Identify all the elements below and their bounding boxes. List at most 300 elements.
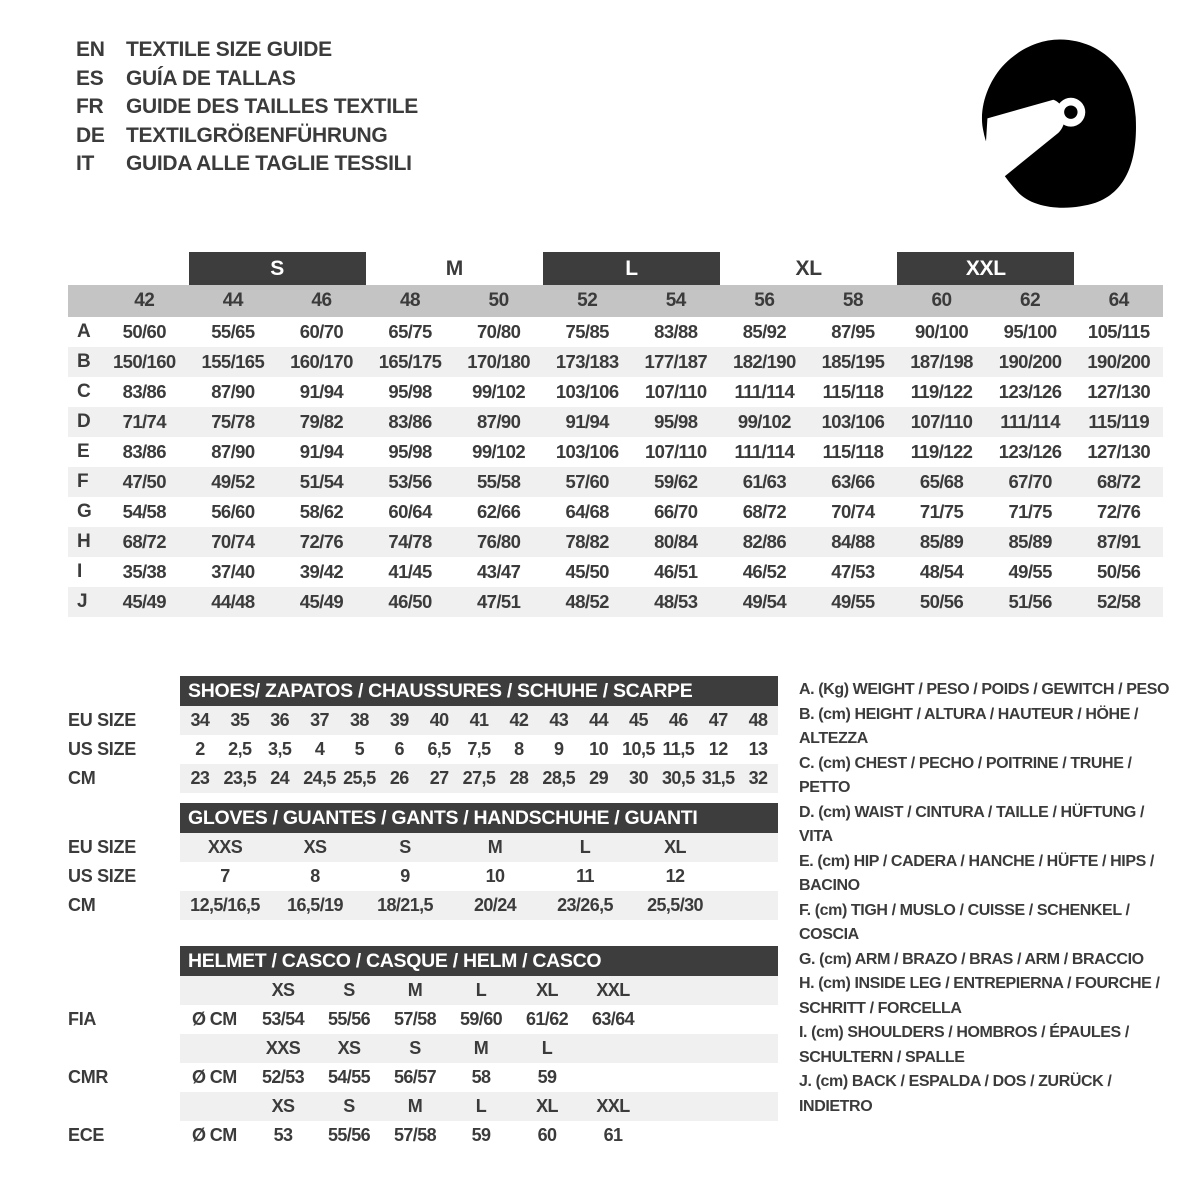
- gloves-value-cell: 7: [220, 866, 230, 886]
- size-value-cell: 119/122: [910, 441, 973, 462]
- measurement-legend: [799, 678, 1181, 1119]
- gloves-value-cell: 12,5/16,5: [190, 895, 260, 915]
- shoes-value-cell: 28: [509, 768, 529, 788]
- shoes-value-cell: 37: [310, 710, 329, 730]
- size-value-cell: 115/119: [1088, 411, 1150, 432]
- helmet-unit-label: Ø CM: [192, 1067, 237, 1087]
- size-value-cell: 85/89: [919, 531, 964, 552]
- size-value-cell: 43/47: [476, 561, 521, 582]
- helmet-size-table: [68, 946, 780, 1150]
- size-value-cell: 79/82: [299, 411, 344, 432]
- size-number-row: [68, 285, 1163, 317]
- helmet-size-cell: XXL: [596, 1096, 630, 1116]
- size-value-cell: 55/58: [476, 471, 521, 492]
- gloves-row-cm: [68, 891, 780, 920]
- size-value-cell: 48/53: [654, 591, 698, 612]
- size-value-cell: 103/106: [555, 381, 619, 402]
- size-value-cell: 111/114: [734, 381, 795, 402]
- gloves-value-cell: M: [487, 837, 503, 857]
- size-value-cell: 95/98: [654, 411, 698, 432]
- size-value-cell: 187/198: [910, 351, 973, 372]
- shoes-row-label: EU SIZE: [68, 710, 136, 730]
- shoes-value-cell: 31,5: [701, 768, 735, 788]
- shoes-value-cell: 42: [509, 710, 529, 730]
- shoes-value-cell: 24,5: [303, 768, 336, 788]
- size-value-cell: 83/88: [654, 321, 698, 342]
- size-value-cell: 82/86: [742, 531, 787, 552]
- size-group-header-row: [68, 252, 1163, 285]
- shoes-value-cell: 47: [708, 710, 728, 730]
- gloves-row-eu-size: [68, 833, 780, 862]
- size-value-cell: 95/100: [1003, 321, 1057, 342]
- helmet-unit-placeholder: [180, 1092, 250, 1121]
- gloves-value-cell: 16,5/19: [287, 895, 343, 915]
- shoes-value-cell: 6,5: [427, 739, 451, 759]
- size-value-cell: 47/53: [831, 561, 875, 582]
- gloves-row-label: US SIZE: [68, 866, 136, 886]
- size-value-cell: 68/72: [1097, 471, 1141, 492]
- guide-title-de: TEXTILGRÖßENFÜHRUNG: [126, 123, 388, 147]
- size-value-cell: 55/65: [211, 321, 255, 342]
- size-value-cell: 111/114: [734, 441, 795, 462]
- shoes-value-cell: 26: [389, 768, 409, 788]
- helmet-values-cmr: [180, 1063, 778, 1092]
- language-row-es: [76, 65, 418, 94]
- size-value-cell: 95/98: [388, 441, 432, 462]
- size-value-cell: 83/86: [122, 441, 166, 462]
- measurement-row-d: [68, 407, 1163, 437]
- size-value-cell: 57/60: [565, 471, 609, 492]
- shoes-value-cell: 12: [708, 739, 728, 759]
- helmet-standard-label: CMR: [68, 1067, 109, 1087]
- helmet-size-cell: XL: [536, 980, 558, 1000]
- legend-item-c: C. (cm) CHEST / PECHO / POITRINE / TRUHE / PETTO: [799, 754, 1132, 796]
- size-value-cell: 75/78: [211, 411, 255, 432]
- shoes-value-cell: 44: [589, 710, 608, 730]
- helmet-sizes-cmr: [180, 1034, 778, 1063]
- shoes-size-table: [68, 676, 780, 793]
- helmet-value-cell: 54/55: [327, 1067, 371, 1087]
- helmet-size-cell: XS: [271, 980, 295, 1000]
- size-value-cell: 72/76: [1097, 501, 1141, 522]
- size-value-cell: 61/63: [742, 471, 787, 492]
- helmet-values-row-fia: [68, 1005, 780, 1034]
- shoes-row-label: CM: [68, 768, 96, 788]
- size-value-cell: 76/80: [476, 531, 521, 552]
- helmet-size-cell: XS: [337, 1038, 361, 1058]
- row-label: I: [77, 561, 83, 582]
- size-value-cell: 80/84: [654, 531, 698, 552]
- size-value-cell: 74/78: [388, 531, 432, 552]
- gloves-value-cell: XL: [664, 837, 686, 857]
- size-value-cell: 41/45: [388, 561, 432, 582]
- helmet-value-cell: 63/64: [591, 1009, 635, 1029]
- size-value-cell: 107/110: [910, 411, 973, 432]
- shoes-value-cell: 28,5: [542, 768, 576, 788]
- size-value-cell: 103/106: [821, 411, 885, 432]
- gloves-value-cell: 12: [665, 866, 685, 886]
- size-value-cell: 185/195: [821, 351, 885, 372]
- guide-title-fr: GUIDE DES TAILLES TEXTILE: [126, 95, 418, 118]
- legend-item-j: J. (cm) BACK / ESPALDA / DOS / ZURÜCK / INDIETRO: [799, 1073, 1112, 1115]
- row-label: J: [77, 591, 88, 612]
- size-value-cell: 75/85: [565, 321, 609, 342]
- measurement-row-i: [68, 557, 1163, 587]
- shoes-value-cell: 29: [589, 768, 608, 788]
- size-value-cell: 58/62: [299, 501, 344, 522]
- row-label: H: [77, 531, 91, 552]
- size-value-cell: 87/90: [476, 411, 521, 432]
- size-value-cell: 95/98: [388, 381, 432, 402]
- size-value-cell: 56/60: [211, 501, 255, 522]
- size-value-cell: 44/48: [211, 591, 255, 612]
- size-value-cell: 68/72: [122, 531, 166, 552]
- size-column-58: 58: [842, 290, 864, 311]
- shoes-value-cell: 27,5: [462, 768, 496, 788]
- legend-item-b: B. (cm) HEIGHT / ALTURA / HAUTEUR / HÖHE / ALTEZZA: [799, 705, 1139, 747]
- size-value-cell: 70/74: [211, 531, 255, 552]
- size-value-cell: 45/50: [565, 561, 609, 582]
- size-value-cell: 48/54: [919, 561, 964, 582]
- legend-item-f: F. (cm) TIGH / MUSLO / CUISSE / SCHENKEL / COSCIA: [799, 901, 1130, 943]
- size-value-cell: 190/200: [1087, 351, 1151, 372]
- size-value-cell: 83/86: [388, 411, 432, 432]
- helmet-size-cell: M: [407, 1096, 423, 1116]
- size-value-cell: 111/114: [1000, 411, 1060, 432]
- language-row-en: [76, 36, 418, 65]
- measurement-row-h: [68, 527, 1163, 557]
- size-value-cell: 105/115: [1087, 321, 1150, 342]
- gloves-value-cell: S: [399, 837, 411, 857]
- language-row-de: [76, 122, 418, 151]
- size-value-cell: 83/86: [122, 381, 166, 402]
- gloves-rows: [68, 833, 780, 920]
- measurement-row-e: [68, 437, 1163, 467]
- shoes-value-cell: 9: [554, 739, 564, 759]
- measurement-rows: [68, 317, 1163, 617]
- gloves-row-values: [180, 833, 778, 862]
- size-column-64: 64: [1108, 290, 1129, 311]
- size-value-cell: 47/51: [476, 591, 521, 612]
- size-value-cell: 49/54: [742, 591, 787, 612]
- gloves-row-label: EU SIZE: [68, 837, 136, 857]
- gloves-value-cell: 11: [576, 866, 594, 886]
- size-value-cell: 65/75: [388, 321, 432, 342]
- size-value-cell: 47/50: [122, 471, 166, 492]
- row-label: C: [77, 381, 91, 402]
- helmet-value-cell: 60: [537, 1125, 557, 1145]
- legend-item-h: H. (cm) INSIDE LEG / ENTREPIERNA / FOURCHE / SCHRITT / FORCELLA: [799, 975, 1160, 1017]
- helmet-size-cell: S: [343, 980, 355, 1000]
- shoes-value-cell: 5: [354, 739, 365, 759]
- helmet-empty-label: [68, 1092, 180, 1121]
- shoes-value-cell: 27: [429, 768, 449, 788]
- size-value-cell: 72/76: [299, 531, 344, 552]
- size-value-cell: 190/200: [998, 351, 1062, 372]
- shoes-value-cell: 30: [629, 768, 648, 788]
- shoes-value-cell: 10: [589, 739, 608, 759]
- row-label: D: [77, 411, 91, 432]
- corner-cell: [68, 285, 100, 317]
- textile-size-table: [68, 252, 1163, 617]
- helmet-value-cell: [580, 1063, 646, 1092]
- shoes-row-label: US SIZE: [68, 739, 136, 759]
- helmet-size-cell: XS: [271, 1096, 295, 1116]
- helmet-values-row-cmr: [68, 1063, 780, 1092]
- shoes-value-cell: 2: [195, 739, 205, 759]
- size-value-cell: 50/56: [1097, 561, 1141, 582]
- gloves-value-cell: 9: [400, 866, 410, 886]
- size-value-cell: 85/89: [1008, 531, 1052, 552]
- size-value-cell: 107/110: [644, 441, 707, 462]
- helmet-value-cell: 61: [603, 1125, 623, 1145]
- gloves-value-cell: L: [579, 837, 591, 857]
- measurement-row-b: [68, 347, 1163, 377]
- size-value-cell: 50/60: [122, 321, 166, 342]
- size-value-cell: 64/68: [565, 501, 609, 522]
- shoes-value-cell: 41: [469, 710, 489, 730]
- size-column-54: 54: [665, 290, 686, 311]
- size-value-cell: 46/50: [388, 591, 432, 612]
- size-value-cell: 87/91: [1097, 531, 1141, 552]
- size-value-cell: 46/52: [742, 561, 787, 582]
- size-value-cell: 150/160: [112, 351, 176, 372]
- shoes-value-cell: 23: [190, 768, 210, 788]
- language-row-fr: [76, 93, 418, 122]
- helmet-size-cell: L: [475, 980, 487, 1000]
- legend-item-d: D. (cm) WAIST / CINTURA / TAILLE / HÜFTUNG / VITA: [799, 803, 1145, 845]
- legend-item-g: G. (cm) ARM / BRAZO / BRAS / ARM / BRACCIO: [799, 950, 1144, 968]
- size-value-cell: 103/106: [555, 441, 619, 462]
- shoes-value-cell: 2,5: [228, 739, 252, 759]
- size-value-cell: 45/49: [299, 591, 344, 612]
- size-value-cell: 91/94: [565, 411, 609, 432]
- helmet-value-cell: 56/57: [393, 1067, 437, 1087]
- helmet-value-cell: 59: [471, 1125, 491, 1145]
- gloves-value-cell: 8: [310, 866, 320, 886]
- helmet-size-cell: M: [407, 980, 423, 1000]
- size-value-cell: 54/58: [122, 501, 166, 522]
- shoes-value-cell: 25,5: [343, 768, 376, 788]
- helmet-values-row-ece: [68, 1121, 780, 1150]
- size-column-42: 42: [134, 290, 155, 311]
- measurement-row-c: [68, 377, 1163, 407]
- gloves-row-label: CM: [68, 895, 96, 915]
- size-value-cell: 78/82: [565, 531, 609, 552]
- size-value-cell: 62/66: [476, 501, 521, 522]
- size-value-cell: 115/118: [822, 381, 884, 402]
- size-value-cell: 37/40: [211, 561, 255, 582]
- gloves-value-cell: XS: [303, 837, 327, 857]
- helmet-size-cell: L: [541, 1038, 553, 1058]
- shoes-row-cm: [68, 764, 780, 793]
- gloves-value-cell: XXS: [207, 837, 243, 857]
- size-group-l: L: [543, 252, 720, 285]
- size-value-cell: 49/52: [211, 471, 255, 492]
- shoes-value-cell: 45: [629, 710, 648, 730]
- size-value-cell: 71/74: [122, 411, 166, 432]
- size-value-cell: 51/54: [299, 471, 344, 492]
- size-group-xxl: XXL: [897, 252, 1074, 285]
- size-value-cell: 99/102: [472, 441, 526, 462]
- helmet-size-cell: XXS: [265, 1038, 301, 1058]
- size-value-cell: 60/64: [388, 501, 432, 522]
- size-value-cell: 49/55: [1008, 561, 1052, 582]
- size-value-cell: 160/170: [290, 351, 353, 372]
- size-value-cell: 53/56: [388, 471, 432, 492]
- helmet-size-cell: [580, 1034, 646, 1063]
- visor-pivot-inner: [1064, 105, 1077, 118]
- size-value-cell: 123/126: [998, 441, 1062, 462]
- helmet-value-cell: 55/56: [327, 1125, 371, 1145]
- size-column-52: 52: [577, 290, 598, 311]
- helmet-size-cell: S: [343, 1096, 355, 1116]
- size-value-cell: 39/42: [299, 561, 344, 582]
- helmet-empty-label: [68, 1034, 180, 1063]
- shoes-value-cell: 11,5: [662, 739, 695, 759]
- size-value-cell: 50/56: [919, 591, 964, 612]
- shoes-row-values: [180, 706, 778, 735]
- size-value-cell: 155/165: [201, 351, 265, 372]
- size-group-m: M: [445, 256, 463, 280]
- helmet-sizes-row-fia: [68, 976, 780, 1005]
- shoes-row-values: [180, 735, 778, 764]
- size-value-cell: 165/175: [378, 351, 442, 372]
- shoes-value-cell: 8: [514, 739, 524, 759]
- legend-item-e: E. (cm) HIP / CADERA / HANCHE / HÜFTE / HIPS / BACINO: [799, 852, 1154, 894]
- language-title-list: [76, 36, 418, 179]
- size-column-62: 62: [1020, 290, 1041, 311]
- gloves-value-cell: 10: [485, 866, 505, 886]
- size-value-cell: 60/70: [299, 321, 344, 342]
- shoes-row-eu-size: [68, 706, 780, 735]
- helmet-value-cell: 61/62: [525, 1009, 569, 1029]
- size-value-cell: 51/56: [1008, 591, 1052, 612]
- size-value-cell: 70/80: [476, 321, 521, 342]
- shoes-value-cell: 34: [190, 710, 210, 730]
- measurement-row-j: [68, 587, 1163, 617]
- gloves-value-cell: 18/21,5: [377, 895, 433, 915]
- size-value-cell: 99/102: [737, 411, 791, 432]
- shoes-value-cell: 30,5: [662, 768, 695, 788]
- helmet-sizes-ece: [180, 1092, 778, 1121]
- size-value-cell: 107/110: [644, 381, 707, 402]
- helmet-value-cell: 53/54: [261, 1009, 305, 1029]
- row-label: G: [77, 501, 92, 522]
- helmet-table-title-bar: HELMET / CASCO / CASQUE / HELM / CASCO: [180, 946, 778, 976]
- guide-title-en: TEXTILE SIZE GUIDE: [126, 38, 332, 61]
- shoes-row-us-size: [68, 735, 780, 764]
- size-column-56: 56: [754, 290, 775, 311]
- row-label: B: [77, 351, 91, 372]
- helmet-values-fia: [180, 1005, 778, 1034]
- shoes-value-cell: 38: [349, 710, 369, 730]
- helmet-value-cell: 55/56: [327, 1009, 371, 1029]
- size-value-cell: 52/58: [1097, 591, 1141, 612]
- size-value-cell: 71/75: [1008, 501, 1052, 522]
- size-value-cell: 119/122: [910, 381, 973, 402]
- shoes-value-cell: 48: [748, 710, 768, 730]
- shoes-value-cell: 23,5: [223, 768, 257, 788]
- size-value-cell: 177/187: [644, 351, 708, 372]
- size-value-cell: 84/88: [831, 531, 875, 552]
- shoes-value-cell: 3,5: [268, 739, 292, 759]
- helmet-sizes-row-cmr: [68, 1034, 780, 1063]
- helmet-value-cell: 59: [537, 1067, 557, 1087]
- helmet-values-ece: [180, 1121, 778, 1150]
- helmet-unit-placeholder: [180, 1034, 250, 1063]
- helmet-value-cell: 52/53: [261, 1067, 305, 1087]
- shoes-value-cell: 24: [270, 768, 290, 788]
- size-value-cell: 67/70: [1008, 471, 1052, 492]
- size-group-s: S: [189, 252, 366, 285]
- size-value-cell: 49/55: [831, 591, 875, 612]
- size-value-cell: 45/49: [122, 591, 166, 612]
- shoes-value-cell: 7,5: [467, 739, 491, 759]
- shoes-value-cell: 36: [270, 710, 290, 730]
- helmet-unit-label: Ø CM: [192, 1009, 237, 1029]
- size-value-cell: 170/180: [467, 351, 530, 372]
- size-value-cell: 59/62: [654, 471, 698, 492]
- size-value-cell: 46/51: [654, 561, 698, 582]
- row-label: A: [77, 321, 91, 342]
- helmet-value-cell: 57/58: [393, 1125, 437, 1145]
- row-label: E: [77, 441, 90, 462]
- shoes-value-cell: 35: [230, 710, 250, 730]
- size-column-46: 46: [311, 290, 332, 311]
- size-value-cell: 66/70: [654, 501, 698, 522]
- gloves-value-cell: 20/24: [473, 895, 517, 915]
- measurement-row-a: [68, 317, 1163, 347]
- helmet-empty-label: [68, 976, 180, 1005]
- shoes-value-cell: 4: [314, 739, 325, 759]
- helmet-sizes-row-ece: [68, 1092, 780, 1121]
- size-value-cell: 123/126: [998, 381, 1062, 402]
- helmet-size-cell: L: [475, 1096, 487, 1116]
- gloves-row-values: [180, 862, 778, 891]
- helmet-value-cell: 59/60: [459, 1009, 503, 1029]
- helmet-value-cell: 53: [273, 1125, 293, 1145]
- legend-item-a: A. (Kg) WEIGHT / PESO / POIDS / GEWITCH / PESO: [799, 681, 1170, 698]
- size-value-cell: 35/38: [122, 561, 166, 582]
- shoes-row-values: [180, 764, 778, 793]
- shoes-value-cell: 46: [668, 710, 688, 730]
- size-value-cell: 99/102: [472, 381, 526, 402]
- size-value-cell: 65/68: [919, 471, 964, 492]
- language-code: DE: [76, 123, 105, 147]
- helmet-standard-label: FIA: [68, 1009, 97, 1029]
- shoes-table-title-bar: SHOES/ ZAPATOS / CHAUSSURES / SCHUHE / SCARPE: [180, 676, 778, 706]
- size-column-60: 60: [931, 290, 952, 311]
- legend-item-i: I. (cm) SHOULDERS / HOMBROS / ÉPAULES / SCHULTERN / SPALLE: [799, 1024, 1129, 1066]
- helmet-size-cell: XXL: [596, 980, 630, 1000]
- size-value-cell: 127/130: [1087, 381, 1151, 402]
- size-value-cell: 85/92: [742, 321, 787, 342]
- shoes-rows: [68, 706, 780, 793]
- helmet-size-cell: XL: [536, 1096, 558, 1116]
- measurement-row-f: [68, 467, 1163, 497]
- shoes-value-cell: 43: [549, 710, 569, 730]
- shoes-value-cell: 13: [748, 739, 768, 759]
- size-value-cell: 87/90: [211, 441, 255, 462]
- helmet-rows: [68, 976, 780, 1150]
- size-value-cell: 115/118: [822, 441, 884, 462]
- shoes-value-cell: 40: [429, 710, 449, 730]
- size-value-cell: 91/94: [299, 441, 344, 462]
- language-code: ES: [76, 66, 104, 90]
- gloves-table-title-bar: GLOVES / GUANTES / GANTS / HANDSCHUHE / GUANTI: [180, 803, 778, 833]
- shoes-value-cell: 6: [394, 739, 404, 759]
